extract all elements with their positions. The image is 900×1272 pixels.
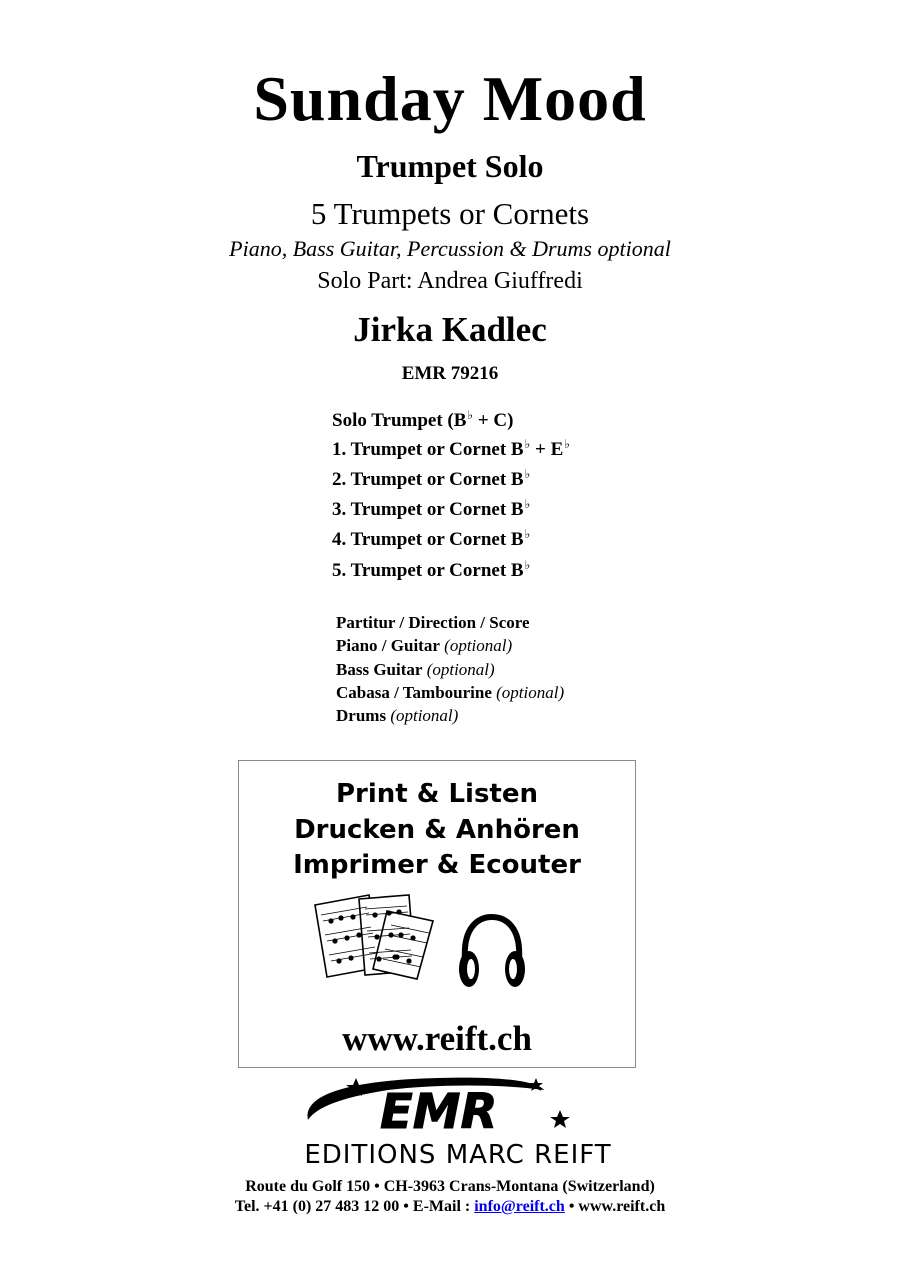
extra-item: Partitur / Direction / Score <box>336 613 530 632</box>
solo-part: Solo Part: Andrea Giuffredi <box>317 268 583 294</box>
emr-logo <box>238 1072 678 1172</box>
subtitle: Trumpet Solo <box>356 148 544 184</box>
web-text: • www.reift.ch <box>564 1198 666 1215</box>
composer: Jirka Kadlec <box>353 310 547 349</box>
promo-url[interactable]: www.reift.ch <box>342 1019 532 1058</box>
emr-logo-mark <box>238 1072 678 1172</box>
phone-text: Tel. +41 (0) 27 483 12 00 • E-Mail : <box>234 1198 475 1215</box>
page-title: Sunday Mood <box>253 63 647 134</box>
extra-item: Drums (optional) <box>336 706 459 725</box>
emr-logo-text: EMR <box>380 1084 498 1140</box>
part-item: Solo Trumpet (B♭ + C) <box>332 408 514 431</box>
address-line: Route du Golf 150 • CH-3963 Crans-Montana (Switzerland) <box>245 1178 655 1195</box>
part-item: 1. Trumpet or Cornet B♭ + E♭ <box>332 437 570 460</box>
catalog-number: EMR 79216 <box>401 363 499 384</box>
editions-marc-reift-text: EDITIONS MARC REIFT <box>304 1140 612 1170</box>
promo-line-en: Print & Listen <box>335 779 539 809</box>
promo-line-de: Drucken & Anhören <box>294 815 580 845</box>
extra-item: Piano / Guitar (optional) <box>336 636 513 655</box>
headphones-icon <box>457 911 527 991</box>
part-item: 3. Trumpet or Cornet B♭ <box>332 497 531 520</box>
email-link[interactable]: info@reift.ch <box>474 1198 565 1215</box>
promo-line-fr: Imprimer & Ecouter <box>293 850 581 880</box>
extra-item: Bass Guitar (optional) <box>336 660 495 679</box>
extra-item: Cabasa / Tambourine (optional) <box>336 683 565 702</box>
part-item: 2. Trumpet or Cornet B♭ <box>332 467 531 490</box>
part-item: 5. Trumpet or Cornet B♭ <box>332 558 531 581</box>
part-item: 4. Trumpet or Cornet B♭ <box>332 527 531 550</box>
contact-line <box>0 1198 900 1216</box>
print-listen-box <box>238 760 636 1068</box>
sheet-music-icon <box>311 891 441 981</box>
ensemble: 5 Trumpets or Cornets <box>310 196 590 231</box>
optional-instruments: Piano, Bass Guitar, Percussion & Drums optional <box>229 236 671 261</box>
